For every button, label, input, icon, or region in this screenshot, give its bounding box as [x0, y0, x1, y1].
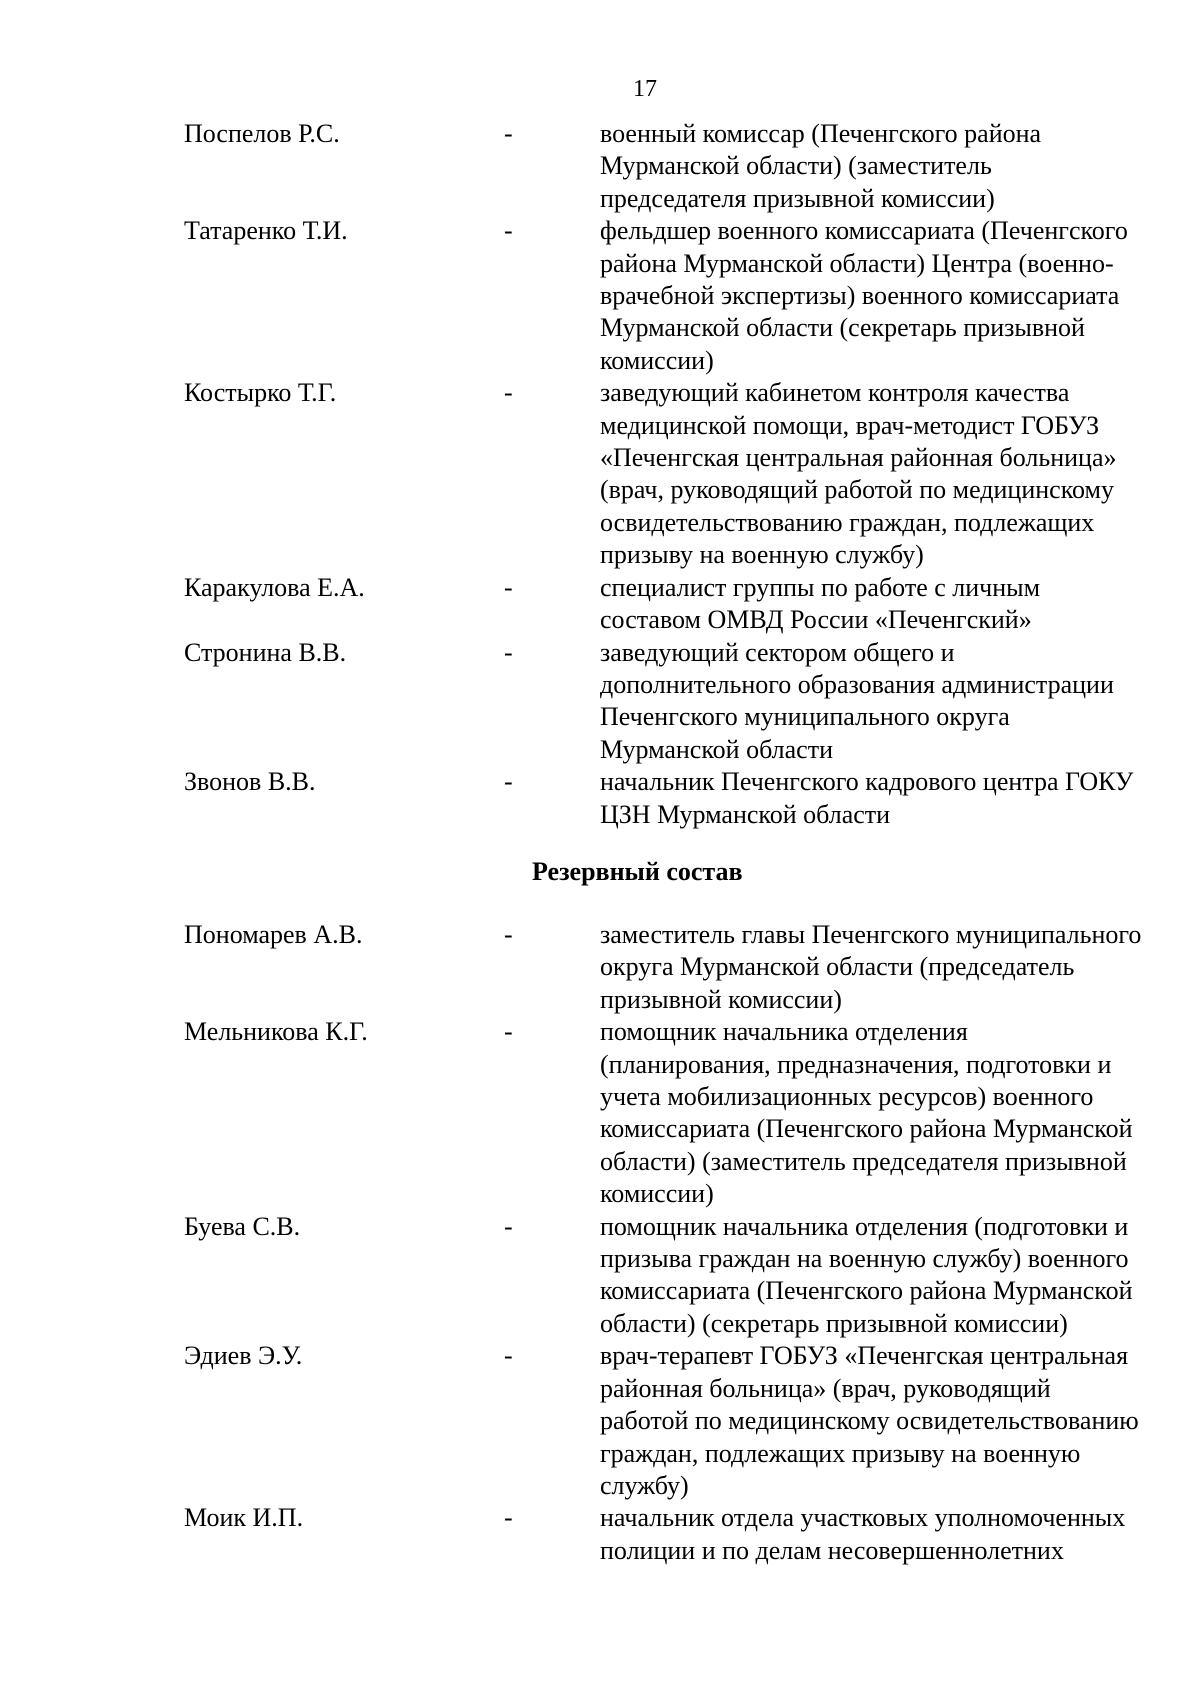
description-line: области) (заместитель председателя призывной [600, 1146, 1127, 1176]
member-entry [0, 919, 1200, 1016]
description-line: начальник Печенгского кадрового центра ГОКУ [600, 767, 1134, 797]
description-line: призывной комиссии) [600, 984, 842, 1014]
member-name: Эдиев Э.У. [184, 1341, 303, 1371]
description-line: врач-терапевт ГОБУЗ «Печенгская центральная [600, 1341, 1129, 1371]
description-line: освидетельствованию граждан, подлежащих [600, 507, 1095, 537]
member-name: Буева С.В. [184, 1211, 301, 1241]
reserve-heading: Резервный состав [532, 857, 743, 886]
member-description [600, 1211, 1200, 1341]
description-line: помощник начальника отделения [600, 1017, 968, 1047]
description-line: призыва граждан на военную службу) военного [600, 1244, 1129, 1274]
dash-separator: - [504, 1341, 513, 1371]
description-line: службу) [600, 1470, 689, 1500]
description-line: области) (секретарь призывной комиссии) [600, 1308, 1068, 1338]
description-line: медицинской помощи, врач-методист ГОБУЗ [600, 410, 1100, 440]
description-line: помощник начальника отделения (подготовки и [600, 1211, 1129, 1241]
member-description [600, 118, 1200, 215]
description-line: дополнительного образования администрации [600, 669, 1114, 699]
description-line: комиссариата (Печенгского района Мурманской [600, 1114, 1133, 1144]
description-line: комиссии) [600, 1179, 714, 1209]
description-line: комиссии) [600, 345, 714, 375]
member-entry [0, 766, 1200, 831]
member-description [600, 919, 1200, 1016]
description-line: (планирования, предназначения, подготовки и [600, 1049, 1112, 1079]
member-description [600, 1502, 1200, 1567]
member-entry [0, 215, 1200, 377]
description-line: района Мурманской области) Центра (военно- [600, 248, 1114, 278]
member-name: Мельникова К.Г. [184, 1017, 368, 1047]
member-entry [0, 572, 1200, 637]
description-line: граждан, подлежащих призыву на военную [600, 1438, 1081, 1468]
member-name: Поспелов Р.С. [184, 119, 340, 148]
member-entry [0, 1016, 1200, 1210]
description-line: учета мобилизационных ресурсов) военного [600, 1082, 1094, 1112]
main-members-list [0, 118, 1200, 831]
description-line: заведующий сектором общего и [600, 637, 955, 667]
description-line: специалист группы по работе с личным [600, 572, 1041, 602]
member-description [600, 1016, 1200, 1210]
member-name: Пономарев А.В. [184, 920, 363, 949]
description-line: начальник отдела участковых уполномоченных [600, 1503, 1126, 1533]
description-line: комиссариата (Печенгского района Мурманской [600, 1276, 1133, 1306]
description-line: Мурманской области [600, 734, 833, 764]
member-description [600, 637, 1200, 767]
description-line: полиции и по делам несовершеннолетних [600, 1535, 1064, 1565]
dash-separator: - [504, 1211, 513, 1241]
description-line: Мурманской области (секретарь призывной [600, 313, 1085, 343]
dash-separator: - [504, 1017, 513, 1047]
description-line: «Печенгская центральная районная больница» [600, 443, 1117, 473]
member-description [600, 1340, 1200, 1502]
member-description [600, 766, 1200, 831]
member-entry [0, 1340, 1200, 1502]
description-line: призыву на военную службу) [600, 540, 924, 570]
member-name: Моик И.П. [184, 1503, 304, 1533]
member-description [600, 215, 1200, 377]
description-line: районная больница» (врач, руководящий [600, 1373, 1051, 1403]
description-line: фельдшер военного комиссариата (Печенгского [600, 216, 1128, 246]
description-line: врачебной экспертизы) военного комиссариата [600, 281, 1120, 311]
description-line: Мурманской области) (заместитель [600, 151, 992, 181]
description-line: (врач, руководящий работой по медицинскому [600, 475, 1114, 505]
dash-separator: - [504, 1503, 513, 1533]
description-line: заведующий кабинетом контроля качества [600, 378, 1070, 408]
member-name: Татаренко Т.И. [184, 216, 348, 246]
member-description [600, 377, 1200, 571]
description-line: военный комиссар (Печенгского района [600, 119, 1042, 148]
description-line: Печенгского муниципального округа [600, 702, 1010, 732]
description-line: округа Мурманской области (председатель [600, 952, 1075, 982]
dash-separator: - [504, 767, 513, 797]
description-line: работой по медицинскому освидетельствованию [600, 1406, 1139, 1436]
description-line: председателя призывной комиссии) [600, 183, 995, 213]
member-entry [0, 1502, 1200, 1567]
dash-separator: - [504, 216, 513, 246]
member-name: Каракулова Е.А. [184, 572, 365, 602]
member-name: Костырко Т.Г. [184, 378, 337, 408]
reserve-members-list [0, 919, 1200, 1567]
member-entry [0, 377, 1200, 571]
dash-separator: - [504, 637, 513, 667]
dash-separator: - [504, 378, 513, 408]
dash-separator: - [504, 920, 513, 949]
member-entry [0, 118, 1200, 215]
description-line: ЦЗН Мурманской области [600, 799, 891, 829]
member-entry [0, 637, 1200, 767]
member-description [600, 572, 1200, 637]
dash-separator: - [504, 572, 513, 602]
dash-separator: - [504, 119, 513, 148]
member-name: Стронина В.В. [184, 637, 347, 667]
description-line: заместитель главы Печенгского муниципального [600, 920, 1142, 949]
member-name: Звонов В.В. [184, 767, 316, 797]
description-line: составом ОМВД России «Печенгский» [600, 605, 1032, 635]
page-number: 17 [633, 76, 657, 102]
member-entry [0, 1211, 1200, 1341]
